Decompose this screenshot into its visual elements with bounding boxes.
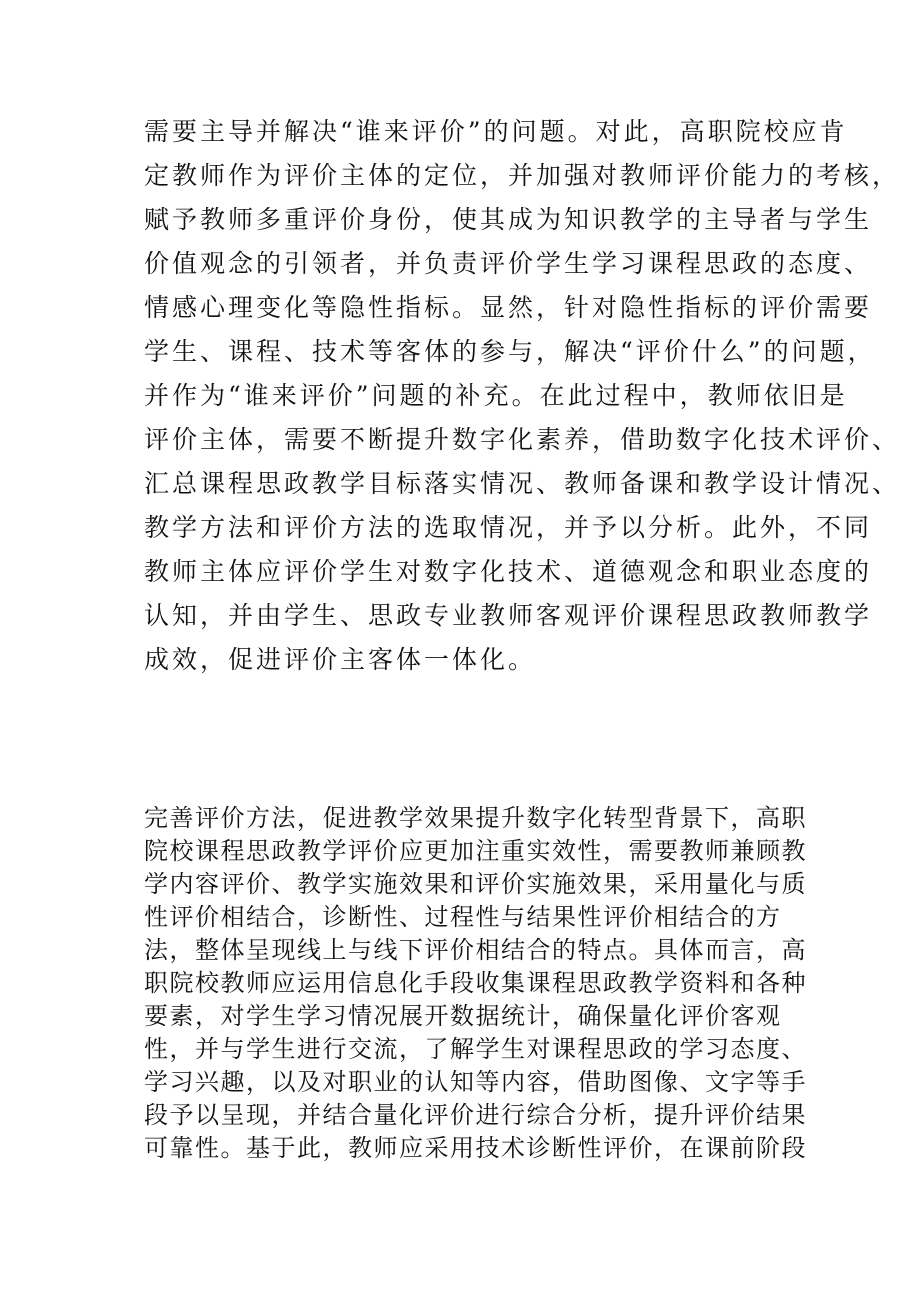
text-line: 学习兴趣，以及对职业的认知等内容，借助图像、文字等手 xyxy=(144,1068,807,1096)
text-line: 法，整体呈现线上与线下评价相结合的特点。具体而言，高 xyxy=(144,936,807,964)
text-line: 要素，对学生学习情况展开数据统计，确保量化评价客观 xyxy=(144,1002,782,1030)
text-line: 成效，促进评价主客体一体化。 xyxy=(144,645,537,674)
text-line: 需要主导并解决“谁来评价”的问题。对此，高职院校应肯 xyxy=(144,117,848,146)
text-line: 学生、课程、技术等客体的参与，解决“评价什么”的问题， xyxy=(144,337,876,366)
text-line: 价值观念的引领者，并负责评价学生学习课程思政的态度、 xyxy=(144,249,873,278)
text-line: 赋予教师多重评价身份，使其成为知识教学的主导者与学生 xyxy=(144,205,873,234)
text-line: 可靠性。基于此，教师应采用技术诊断性评价，在课前阶段 xyxy=(144,1134,807,1162)
text-line: 职院校教师应运用信息化手段收集课程思政教学资料和各种 xyxy=(144,969,807,997)
text-line: 定教师作为评价主体的定位，并加强对教师评价能力的考核， xyxy=(144,161,901,190)
text-line: 院校课程思政教学评价应更加注重实效性，需要教师兼顾教 xyxy=(144,837,807,865)
text-line: 汇总课程思政教学目标落实情况、教师备课和教学设计情况、 xyxy=(144,469,901,498)
text-line: 学内容评价、教学实施效果和评价实施效果，采用量化与质 xyxy=(144,870,807,898)
text-line: 性，并与学生进行交流，了解学生对课程思政的学习态度、 xyxy=(144,1035,807,1063)
text-line: 性评价相结合，诊断性、过程性与结果性评价相结合的方 xyxy=(144,903,782,931)
text-line: 教师主体应评价学生对数字化技术、道德观念和职业态度的 xyxy=(144,557,873,586)
text-line: 完善评价方法，促进教学效果提升数字化转型背景下，高职 xyxy=(144,804,807,832)
text-line: 教学方法和评价方法的选取情况，并予以分析。此外，不同 xyxy=(144,513,873,542)
text-line: 并作为“谁来评价”问题的补充。在此过程中，教师依旧是 xyxy=(144,381,848,410)
text-line: 评价主体，需要不断提升数字化素养，借助数字化技术评价、 xyxy=(144,425,901,454)
text-line: 认知，并由学生、思政专业教师客观评价课程思政教师教学 xyxy=(144,601,873,630)
text-line: 段予以呈现，并结合量化评价进行综合分析，提升评价结果 xyxy=(144,1101,807,1129)
text-line: 情感心理变化等隐性指标。显然，针对隐性指标的评价需要 xyxy=(144,293,873,322)
